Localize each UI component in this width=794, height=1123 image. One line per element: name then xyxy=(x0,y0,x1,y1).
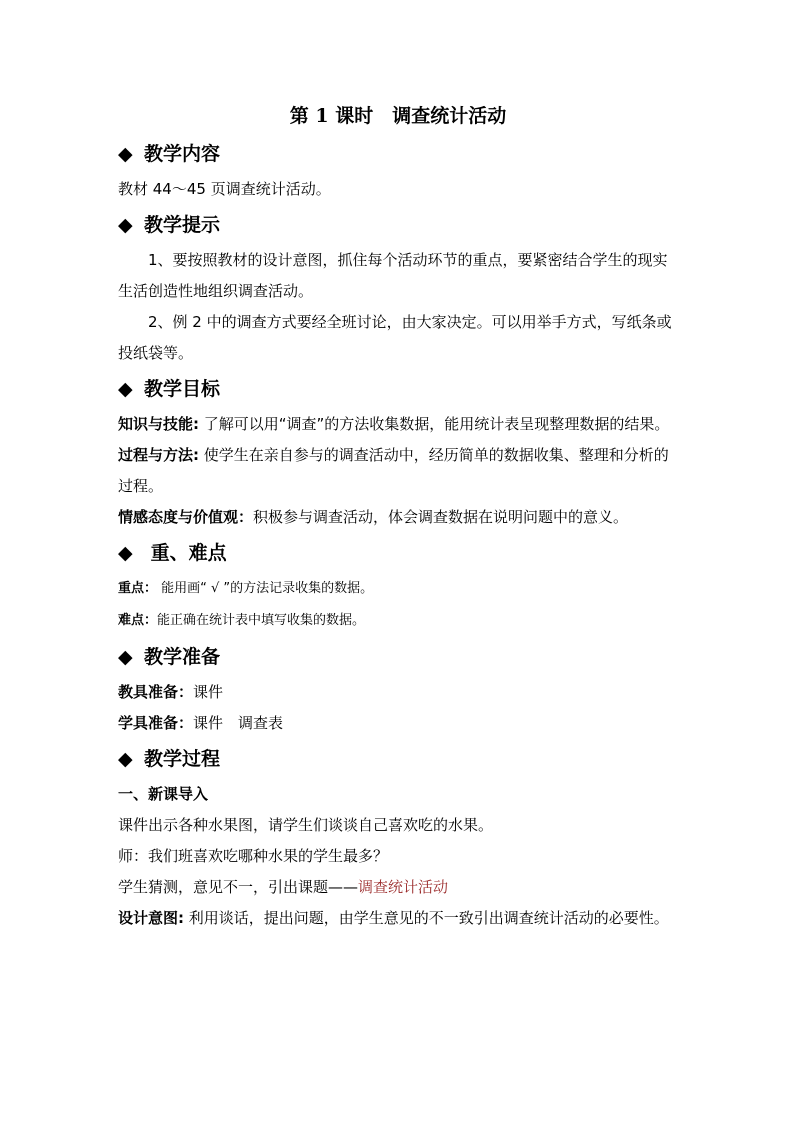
section-heading-content xyxy=(118,140,678,168)
diamond-bullet-icon: ◆ xyxy=(118,378,133,400)
section-heading-prep xyxy=(118,643,678,671)
process-line-1: 课件出示各种水果图，请学生们谈谈自己喜欢吃的水果。 xyxy=(118,816,494,834)
section-heading-tips-label: 教学提示 xyxy=(144,214,221,236)
process-design xyxy=(118,903,678,934)
key-point-difficult xyxy=(118,605,678,637)
key-point-main-label: 重点： xyxy=(118,581,158,596)
diamond-bullet-icon: ◆ xyxy=(118,646,133,668)
process-design-text: 利用谈话，提出问题，由学生意见的不一致引出调查统计活动的必要性。 xyxy=(184,909,669,927)
section-heading-key-points-label: 重、难点 xyxy=(144,542,227,564)
goal-process xyxy=(118,440,678,502)
prep-teacher-text: 课件 xyxy=(193,683,224,701)
section-heading-goals xyxy=(118,375,678,403)
key-point-difficult-text: 能正确在统计表中填写收集的数据。 xyxy=(157,613,366,628)
page-title: 第 1 课时 调查统计活动 xyxy=(289,105,507,127)
section-heading-process xyxy=(118,745,678,773)
goal-knowledge-label: 知识与技能: xyxy=(118,415,199,433)
process-design-label: 设计意图: xyxy=(118,909,184,927)
goal-emotion xyxy=(118,502,678,533)
process-guess xyxy=(118,872,678,903)
goal-process-text: 使学生在亲自参与的调查活动中，经历简单的数据收集、整理和分析的过程。 xyxy=(118,446,669,495)
section-heading-content-label: 教学内容 xyxy=(144,143,221,165)
goal-knowledge xyxy=(118,409,678,440)
content-text: 教材 44～45 页调查统计活动。 xyxy=(118,180,331,198)
prep-student-label: 学具准备： xyxy=(118,714,194,732)
document-page xyxy=(118,100,678,934)
section-heading-tips xyxy=(118,211,678,239)
diamond-bullet-icon: ◆ xyxy=(118,542,133,564)
section-heading-goals-label: 教学目标 xyxy=(144,378,221,400)
diamond-bullet-icon: ◆ xyxy=(118,214,133,236)
tip-item-2: 2、例 2 中的调查方式要经全班讨论，由大家决定。可以用举手方式，写纸条或投纸袋等。 xyxy=(118,313,672,362)
goal-emotion-text: 积极参与调查活动，体会调查数据在说明问题中的意义。 xyxy=(253,508,629,526)
prep-student xyxy=(118,708,678,739)
section-heading-key-points xyxy=(118,539,678,567)
diamond-bullet-icon: ◆ xyxy=(118,748,133,770)
prep-student-text: 课件 调查表 xyxy=(193,714,284,732)
goal-emotion-label: 情感态度与价值观： xyxy=(118,508,254,526)
goal-knowledge-text: 了解可以用“调查”的方法收集数据，能用统计表呈现整理数据的结果。 xyxy=(199,415,670,433)
process-guess-topic: 调查统计活动 xyxy=(358,878,449,896)
goal-process-label: 过程与方法: xyxy=(118,446,199,464)
diamond-bullet-icon: ◆ xyxy=(118,143,133,165)
process-subheading: 一、新课导入 xyxy=(118,785,209,803)
key-point-main-text: 能用画“ √ ”的方法记录收集的数据。 xyxy=(157,581,374,596)
prep-teacher xyxy=(118,677,678,708)
key-point-difficult-label: 难点： xyxy=(118,613,158,628)
section-heading-prep-label: 教学准备 xyxy=(144,646,221,668)
section-heading-process-label: 教学过程 xyxy=(144,748,221,770)
process-guess-prefix: 学生猜测，意见不一，引出课题—— xyxy=(118,878,359,896)
key-point-main xyxy=(118,573,678,605)
process-line-2: 师：我们班喜欢吃哪种水果的学生最多？ xyxy=(118,847,389,865)
prep-teacher-label: 教具准备： xyxy=(118,683,194,701)
tip-item-1: 1、要按照教材的设计意图，抓住每个活动环节的重点，要紧密结合学生的现实生活创造性地组织调查活动。 xyxy=(118,251,668,300)
